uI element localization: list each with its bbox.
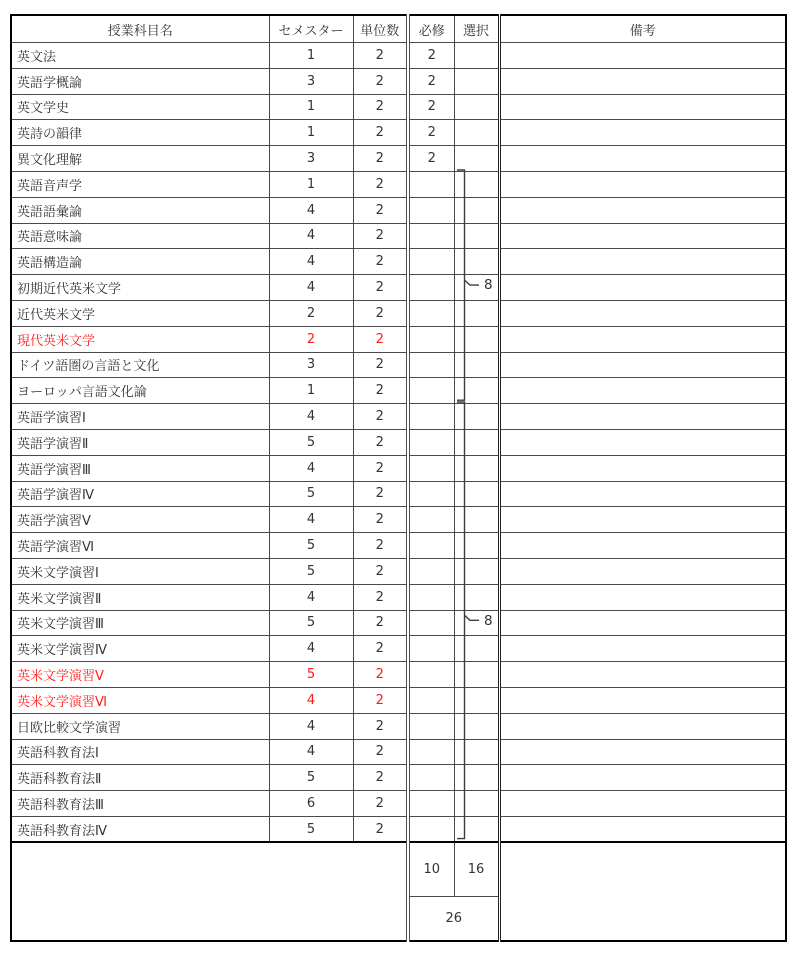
cell-elective [454, 791, 499, 817]
cell-required [408, 662, 454, 688]
cell-elective [454, 68, 499, 94]
cell-semester: 4 [269, 739, 353, 765]
cell-remarks [499, 739, 786, 765]
cell-elective [454, 481, 499, 507]
cell-remarks [499, 481, 786, 507]
cell-required [408, 687, 454, 713]
cell-required [408, 300, 454, 326]
cell-course-name: 英米文学演習Ⅱ [11, 584, 269, 610]
cell-elective [454, 223, 499, 249]
cell-elective [454, 816, 499, 842]
cell-required [408, 713, 454, 739]
cell-required [408, 352, 454, 378]
cell-remarks [499, 171, 786, 197]
footer-remarks-cell [499, 842, 786, 941]
header-remarks: 備考 [499, 15, 786, 43]
cell-units: 2 [353, 197, 408, 223]
cell-semester: 1 [269, 171, 353, 197]
cell-semester: 4 [269, 223, 353, 249]
cell-semester: 5 [269, 610, 353, 636]
cell-remarks [499, 791, 786, 817]
cell-elective [454, 352, 499, 378]
table-row [11, 120, 786, 146]
table-row [11, 816, 786, 842]
course-table-header [11, 15, 786, 43]
table-row [11, 636, 786, 662]
cell-remarks [499, 429, 786, 455]
cell-semester: 4 [269, 197, 353, 223]
cell-units: 2 [353, 326, 408, 352]
cell-required: 2 [408, 68, 454, 94]
course-table-footer [11, 842, 786, 941]
cell-course-name: 英語学演習Ⅵ [11, 533, 269, 559]
cell-elective [454, 171, 499, 197]
cell-units: 2 [353, 146, 408, 172]
cell-semester: 4 [269, 584, 353, 610]
cell-semester: 5 [269, 533, 353, 559]
cell-elective [454, 662, 499, 688]
cell-semester: 5 [269, 816, 353, 842]
cell-required [408, 326, 454, 352]
cell-required [408, 507, 454, 533]
cell-units: 2 [353, 455, 408, 481]
cell-semester: 5 [269, 481, 353, 507]
cell-units: 2 [353, 43, 408, 69]
cell-course-name: 英語学演習Ⅱ [11, 429, 269, 455]
cell-required [408, 429, 454, 455]
cell-semester: 6 [269, 791, 353, 817]
cell-remarks [499, 713, 786, 739]
cell-units: 2 [353, 481, 408, 507]
table-row [11, 481, 786, 507]
table-row [11, 662, 786, 688]
cell-semester: 4 [269, 249, 353, 275]
elective-total-cell: 16 [454, 842, 499, 896]
cell-units: 2 [353, 687, 408, 713]
cell-course-name: 初期近代英米文学 [11, 275, 269, 301]
cell-units: 2 [353, 636, 408, 662]
cell-course-name: 英詩の韻律 [11, 120, 269, 146]
cell-units: 2 [353, 816, 408, 842]
table-row [11, 68, 786, 94]
cell-units: 2 [353, 171, 408, 197]
cell-remarks [499, 300, 786, 326]
cell-semester: 4 [269, 507, 353, 533]
cell-course-name: 英米文学演習Ⅲ [11, 610, 269, 636]
cell-units: 2 [353, 713, 408, 739]
cell-required [408, 275, 454, 301]
cell-remarks [499, 558, 786, 584]
cell-semester: 5 [269, 429, 353, 455]
cell-units: 2 [353, 610, 408, 636]
cell-elective [454, 533, 499, 559]
table-row [11, 584, 786, 610]
cell-remarks [499, 610, 786, 636]
cell-course-name: 英語学演習Ⅲ [11, 455, 269, 481]
footer-empty-cell [11, 842, 408, 941]
table-row [11, 223, 786, 249]
cell-units: 2 [353, 584, 408, 610]
cell-course-name: 英語科教育法Ⅳ [11, 816, 269, 842]
cell-required [408, 610, 454, 636]
grand-total-cell: 26 [408, 896, 499, 941]
cell-required: 2 [408, 43, 454, 69]
cell-semester: 1 [269, 378, 353, 404]
cell-course-name: 英語語彙論 [11, 197, 269, 223]
cell-units: 2 [353, 765, 408, 791]
group-credit-total: 8 [484, 277, 493, 294]
cell-course-name: 英語音声学 [11, 171, 269, 197]
cell-units: 2 [353, 223, 408, 249]
cell-semester: 4 [269, 687, 353, 713]
table-row [11, 171, 786, 197]
cell-elective [454, 429, 499, 455]
table-row [11, 94, 786, 120]
cell-units: 2 [353, 791, 408, 817]
cell-semester: 3 [269, 352, 353, 378]
cell-course-name: 日欧比較文学演習 [11, 713, 269, 739]
cell-course-name: 英語科教育法Ⅱ [11, 765, 269, 791]
cell-elective [454, 765, 499, 791]
table-row [11, 558, 786, 584]
cell-course-name: 英語意味論 [11, 223, 269, 249]
table-row [11, 300, 786, 326]
cell-required: 2 [408, 146, 454, 172]
cell-elective [454, 326, 499, 352]
cell-remarks [499, 378, 786, 404]
header-row [11, 15, 786, 43]
totals-row [11, 842, 786, 896]
cell-required: 2 [408, 120, 454, 146]
cell-required [408, 739, 454, 765]
cell-semester: 4 [269, 404, 353, 430]
cell-semester: 2 [269, 326, 353, 352]
cell-remarks [499, 352, 786, 378]
cell-course-name: 英米文学演習Ⅰ [11, 558, 269, 584]
cell-elective [454, 404, 499, 430]
header-required: 必修 [408, 15, 454, 43]
cell-required [408, 455, 454, 481]
table-row [11, 610, 786, 636]
cell-elective [454, 94, 499, 120]
cell-course-name: 英米文学演習Ⅳ [11, 636, 269, 662]
cell-required [408, 791, 454, 817]
cell-remarks [499, 249, 786, 275]
cell-remarks [499, 507, 786, 533]
cell-elective [454, 455, 499, 481]
cell-required [408, 481, 454, 507]
cell-remarks [499, 816, 786, 842]
cell-remarks [499, 275, 786, 301]
cell-elective [454, 739, 499, 765]
cell-semester: 4 [269, 455, 353, 481]
table-row [11, 197, 786, 223]
cell-semester: 1 [269, 43, 353, 69]
cell-semester: 4 [269, 636, 353, 662]
cell-course-name: 英米文学演習Ⅵ [11, 687, 269, 713]
cell-units: 2 [353, 739, 408, 765]
cell-required [408, 223, 454, 249]
cell-course-name: 英語学演習Ⅰ [11, 404, 269, 430]
cell-semester: 3 [269, 68, 353, 94]
table-row [11, 404, 786, 430]
cell-semester: 1 [269, 120, 353, 146]
cell-elective [454, 120, 499, 146]
cell-course-name: 英語構造論 [11, 249, 269, 275]
cell-units: 2 [353, 378, 408, 404]
cell-remarks [499, 94, 786, 120]
table-row [11, 765, 786, 791]
cell-units: 2 [353, 275, 408, 301]
cell-elective [454, 687, 499, 713]
table-row [11, 43, 786, 69]
required-total-cell: 10 [408, 842, 454, 896]
cell-semester: 5 [269, 662, 353, 688]
header-semester: セメスター [269, 15, 353, 43]
header-units: 単位数 [353, 15, 408, 43]
cell-units: 2 [353, 352, 408, 378]
header-elective: 選択 [454, 15, 499, 43]
cell-remarks [499, 197, 786, 223]
cell-elective [454, 197, 499, 223]
cell-remarks [499, 223, 786, 249]
cell-semester: 4 [269, 275, 353, 301]
cell-semester: 4 [269, 713, 353, 739]
cell-remarks [499, 404, 786, 430]
table-row [11, 687, 786, 713]
cell-elective [454, 378, 499, 404]
cell-course-name: 英米文学演習Ⅴ [11, 662, 269, 688]
cell-course-name: 英語科教育法Ⅲ [11, 791, 269, 817]
cell-course-name: 近代英米文学 [11, 300, 269, 326]
course-table [10, 14, 787, 942]
cell-course-name: 異文化理解 [11, 146, 269, 172]
table-row [11, 429, 786, 455]
cell-elective [454, 507, 499, 533]
cell-semester: 1 [269, 94, 353, 120]
table-row [11, 713, 786, 739]
cell-units: 2 [353, 249, 408, 275]
table-row [11, 791, 786, 817]
cell-course-name: 英文法 [11, 43, 269, 69]
table-row [11, 378, 786, 404]
cell-course-name: 英語学演習Ⅴ [11, 507, 269, 533]
cell-semester: 5 [269, 558, 353, 584]
cell-course-name: 英文学史 [11, 94, 269, 120]
cell-required: 2 [408, 94, 454, 120]
cell-required [408, 197, 454, 223]
table-row [11, 739, 786, 765]
cell-course-name: 現代英米文学 [11, 326, 269, 352]
group-credit-total: 8 [484, 612, 493, 629]
cell-remarks [499, 120, 786, 146]
cell-required [408, 378, 454, 404]
cell-elective [454, 146, 499, 172]
cell-units: 2 [353, 94, 408, 120]
table-row [11, 533, 786, 559]
cell-units: 2 [353, 662, 408, 688]
cell-required [408, 533, 454, 559]
cell-remarks [499, 636, 786, 662]
header-course-name: 授業科目名 [11, 15, 269, 43]
table-row [11, 352, 786, 378]
cell-required [408, 249, 454, 275]
table-row [11, 507, 786, 533]
cell-course-name: 英語学演習Ⅳ [11, 481, 269, 507]
cell-semester: 3 [269, 146, 353, 172]
cell-course-name: 英語学概論 [11, 68, 269, 94]
cell-elective [454, 43, 499, 69]
cell-remarks [499, 765, 786, 791]
table-row [11, 146, 786, 172]
cell-units: 2 [353, 300, 408, 326]
cell-remarks [499, 687, 786, 713]
cell-required [408, 816, 454, 842]
cell-remarks [499, 68, 786, 94]
cell-elective [454, 713, 499, 739]
cell-required [408, 584, 454, 610]
cell-remarks [499, 455, 786, 481]
cell-elective [454, 584, 499, 610]
cell-units: 2 [353, 404, 408, 430]
cell-remarks [499, 43, 786, 69]
cell-units: 2 [353, 533, 408, 559]
cell-required [408, 636, 454, 662]
cell-elective [454, 249, 499, 275]
cell-remarks [499, 584, 786, 610]
cell-required [408, 171, 454, 197]
table-row [11, 249, 786, 275]
cell-required [408, 404, 454, 430]
cell-elective [454, 300, 499, 326]
course-table-body [11, 43, 786, 843]
table-row [11, 275, 786, 301]
cell-course-name: ドイツ語圏の言語と文化 [11, 352, 269, 378]
cell-elective [454, 558, 499, 584]
cell-semester: 2 [269, 300, 353, 326]
cell-units: 2 [353, 558, 408, 584]
cell-remarks [499, 662, 786, 688]
cell-required [408, 765, 454, 791]
cell-elective [454, 636, 499, 662]
cell-semester: 5 [269, 765, 353, 791]
table-row [11, 326, 786, 352]
cell-units: 2 [353, 429, 408, 455]
cell-remarks [499, 533, 786, 559]
table-row [11, 455, 786, 481]
cell-units: 2 [353, 68, 408, 94]
cell-units: 2 [353, 507, 408, 533]
cell-remarks [499, 146, 786, 172]
cell-course-name: ヨーロッパ言語文化論 [11, 378, 269, 404]
cell-course-name: 英語科教育法Ⅰ [11, 739, 269, 765]
cell-remarks [499, 326, 786, 352]
cell-units: 2 [353, 120, 408, 146]
cell-required [408, 558, 454, 584]
